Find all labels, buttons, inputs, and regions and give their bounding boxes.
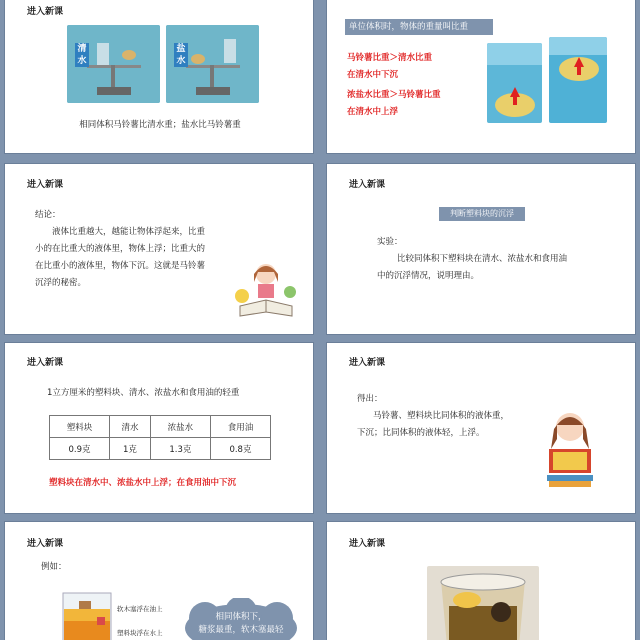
cloud-text-line-2: 糖浆最重，软木塞最轻	[198, 625, 284, 635]
glass-photo	[427, 566, 539, 640]
section-badge: 判断塑料块的沉浮	[439, 207, 525, 221]
slide-7	[4, 521, 314, 640]
table-cell: 0.8克	[210, 438, 270, 460]
table-header-row	[50, 416, 271, 438]
table-header-cell: 食用油	[210, 416, 270, 438]
table-row	[50, 438, 271, 460]
slide-1	[4, 0, 314, 154]
potato-photo-floating	[549, 37, 607, 123]
conclusion-line-2: 小的在比重大的液体里，物体上浮；比重大的	[35, 244, 206, 254]
table-conclusion: 塑料块在清水中、浓盐水中上浮；在食用油中下沉	[49, 478, 237, 488]
slide-title: 进入新课	[27, 539, 64, 549]
table-cell: 0.9克	[50, 438, 110, 460]
table-cell: 1.3克	[150, 438, 210, 460]
girl-with-book-illustration	[539, 409, 601, 493]
potato-photo-sinking	[487, 43, 542, 123]
slide-caption: 相同体积马铃薯比清水重；盐水比马铃薯重	[79, 120, 241, 130]
table-cell: 1克	[110, 438, 151, 460]
table-header-cell: 浓盐水	[150, 416, 210, 438]
slide-title: 进入新课	[349, 539, 386, 549]
table-heading: 1立方厘米的塑料块、清水、浓盐水和食用油的轻重	[47, 388, 240, 398]
result-line-1: 马铃薯、塑料块比同体积的液体重，	[373, 411, 510, 421]
experiment-line-1: 比较同体积下塑料块在清水、浓盐水和食用油	[397, 254, 568, 264]
label-salt-water: 盐水	[174, 43, 188, 67]
experiment-heading: 实验：	[377, 237, 403, 247]
scale-photo-salt-water	[166, 25, 259, 103]
conclusion-heading: 结论：	[35, 210, 61, 220]
potato-floating-icon	[549, 37, 607, 123]
table-header-cell: 清水	[110, 416, 151, 438]
compare-line-4: 在清水中上浮	[347, 107, 399, 117]
compare-line-1: 马铃薯比重＞清水比重	[347, 53, 433, 63]
slide-title: 进入新课	[27, 180, 64, 190]
conclusion-line-1: 液体比重越大，越能让物体浮起来，比重	[52, 227, 206, 237]
potato-sinking-icon	[487, 43, 542, 123]
cloud-text-line-1: 相同体积下，	[215, 612, 267, 622]
slide-2	[326, 0, 636, 154]
result-heading: 得出：	[357, 394, 383, 404]
example-heading: 例如：	[41, 562, 67, 572]
slide-5	[4, 342, 314, 514]
conclusion-line-3: 在比重小的液体里，物体下沉。这就是马铃薯	[35, 261, 206, 271]
glass-of-liquid-icon	[427, 566, 539, 640]
table-header-cell: 塑料块	[50, 416, 110, 438]
result-line-2: 下沉；比同体积的液体轻，上浮。	[357, 428, 485, 438]
slide-3	[4, 163, 314, 335]
definition-header: 单位体积时，物体的重量叫比重	[345, 19, 493, 35]
compare-line-2: 在清水中下沉	[347, 70, 399, 80]
slide-4	[326, 163, 636, 335]
slide-title: 进入新课	[349, 180, 386, 190]
slide-title: 进入新课	[27, 358, 64, 368]
slide-8	[326, 521, 636, 640]
density-table	[49, 415, 271, 460]
example-label-cork: 软木塞浮在油上	[117, 605, 163, 613]
label-clear-water: 清水	[75, 43, 89, 67]
slide-6	[326, 342, 636, 514]
compare-line-3: 浓盐水比重＞马铃薯比重	[347, 90, 441, 100]
girl-reading-illustration	[230, 256, 302, 326]
layered-liquid-cup-illustration	[59, 587, 115, 640]
conclusion-line-4: 沉浮的秘密。	[35, 278, 87, 288]
slide-title: 进入新课	[349, 358, 386, 368]
slide-title: 进入新课	[27, 7, 64, 17]
example-label-plastic: 塑料块浮在水上	[117, 629, 163, 637]
scale-photo-clear-water	[67, 25, 160, 103]
experiment-line-2: 中的沉浮情况，说明理由。	[377, 271, 480, 281]
